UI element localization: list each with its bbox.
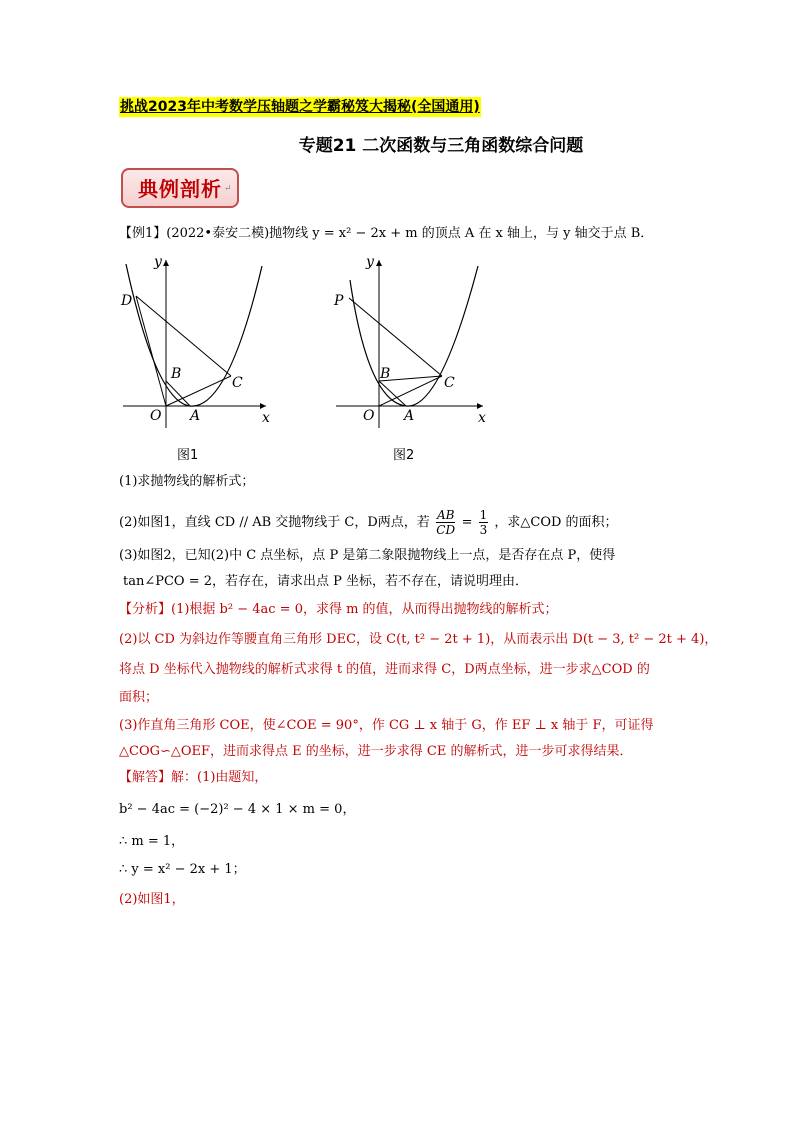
analysis-line-1: 【分析】(1)根据 b² − 4ac = 0，求得 m 的值，从而得出抛物线的解析式； — [119, 602, 558, 617]
figure-2-caption: 图2 — [393, 448, 415, 463]
label-x: x — [478, 410, 486, 426]
label-b: B — [171, 366, 182, 382]
label-o: O — [150, 408, 162, 424]
label-d: D — [121, 293, 133, 309]
solution-line-5: (2)如图1， — [119, 892, 185, 907]
segment-od — [136, 296, 166, 406]
segment-ab — [166, 381, 190, 406]
solution-line-1 — [119, 768, 267, 788]
question-3-line-2: tan∠PCO = 2，若存在，请求出点 P 坐标，若不存在，请说明理由． — [123, 574, 529, 589]
question-3-line-1: (3)如图2，已知(2)中 C 点坐标，点 P 是第二象限抛物线上一点，是否存在点 P，使得 — [119, 548, 616, 563]
question-1: (1)求抛物线的解析式； — [119, 474, 255, 489]
label-a: A — [404, 408, 415, 424]
question-2-tail: ，求△COD 的面积； — [494, 515, 618, 530]
segment-dc — [136, 296, 231, 376]
label-a: A — [190, 408, 201, 424]
fraction-denominator: CD — [436, 523, 456, 537]
fraction-numerator: AB — [436, 508, 455, 522]
segment-ab — [379, 381, 406, 406]
series-banner: 挑战2023年中考数学压轴题之学霸秘笈大揭秘(全国通用) — [120, 99, 480, 115]
label-y: y — [154, 254, 162, 270]
label-x: x — [262, 410, 270, 426]
label-p: P — [334, 293, 344, 309]
page-title — [0, 131, 794, 156]
label-y: y — [366, 254, 374, 270]
fraction-ab-cd — [436, 508, 455, 537]
page-title-text: 专题21 二次函数与三角函数综合问题 — [298, 136, 584, 156]
equals-sign: = — [461, 515, 473, 530]
solution-line-4: ∴ y = x² − 2x + 1； — [119, 862, 246, 877]
question-2 — [119, 508, 618, 537]
label-o: O — [363, 408, 375, 424]
fraction-value-numerator: 1 — [479, 508, 488, 522]
figure-2 — [328, 252, 493, 432]
analysis-line-4: 面积； — [119, 690, 159, 705]
solution-text: 【解答】解：(1)由题知， — [119, 770, 268, 785]
figure-1-caption: 图1 — [177, 448, 199, 463]
figure-1 — [118, 252, 278, 432]
section-badge-label: 典例剖析 — [138, 177, 222, 201]
solution-line-2: b² − 4ac = (−2)² − 4 × 1 × m = 0， — [119, 802, 356, 817]
segment-pc — [349, 298, 442, 376]
label-c: C — [444, 375, 455, 391]
fraction-value — [479, 508, 489, 537]
parabola-curve — [350, 266, 478, 406]
problem-intro: 【例1】(2022•泰安二模)抛物线 y = x² − 2x + m 的顶点 A 在 x 轴上，与 y 轴交于点 B． — [119, 226, 654, 241]
solution-line-3: ∴ m = 1， — [119, 834, 185, 849]
fraction-value-denominator: 3 — [479, 523, 488, 537]
analysis-line-3: 将点 D 坐标代入抛物线的解析式求得 t 的值，进而求得 C，D两点坐标，进一步求△COD 的 — [119, 662, 650, 677]
analysis-line-6: △COG∽△OEF，进而求得点 E 的坐标，进一步求得 CE 的解析式，进一步可求得结果． — [119, 744, 633, 759]
label-c: C — [232, 375, 243, 391]
analysis-line-2: (2)以 CD 为斜边作等腰直角三角形 DEC，设 C(t, t² − 2t + 1)，从而表示出 D(t − 3, t² − 2t + 4)， — [119, 632, 718, 647]
return-mark-icon: ↵ — [224, 184, 232, 194]
question-2-text: (2)如图1，直线 CD // AB 交抛物线于 C，D两点，若 — [119, 515, 430, 530]
label-b: B — [380, 366, 391, 382]
analysis-line-5: (3)作直角三角形 COE，使∠COE = 90°，作 CG ⊥ x 轴于 G，作 EF ⊥ x 轴于 F，可证得 — [119, 718, 654, 733]
